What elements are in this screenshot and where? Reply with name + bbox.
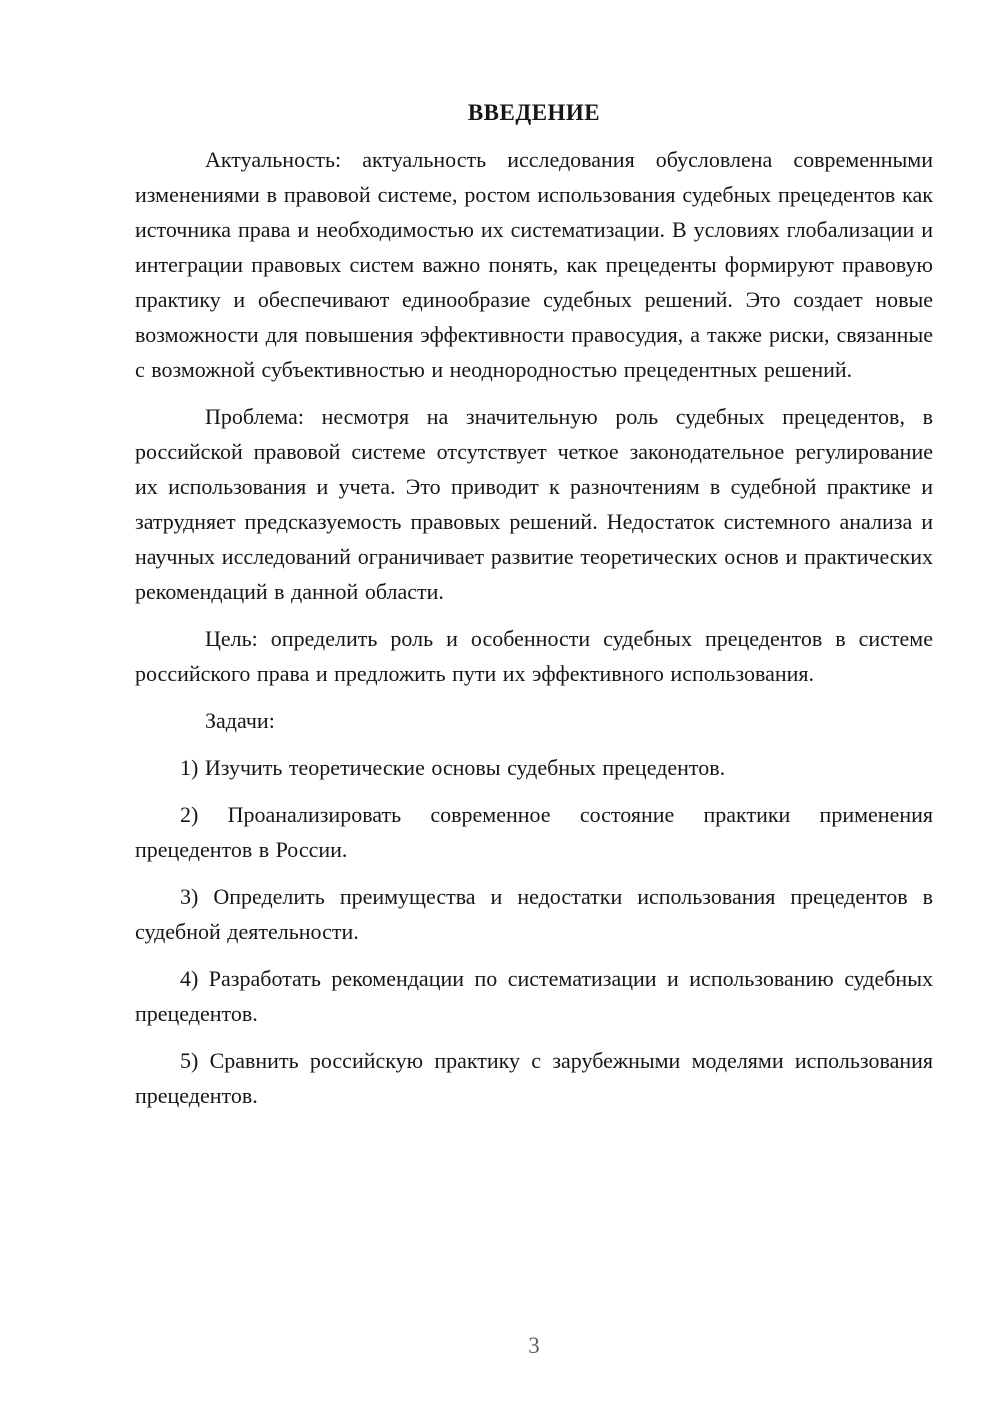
task-item-3: 3) Определить преимущества и недостатки использования прецедентов в судебной деятельности. xyxy=(135,884,933,944)
page-content xyxy=(135,95,933,1125)
page-number: 3 xyxy=(528,1333,540,1358)
paragraph-problem: Проблема: несмотря на значительную роль судебных прецедентов, в российской правовой системе отсутствует четкое законодательное регулирование их использования и учета. Это приводит к разночтениям в судебной практике и затрудняет предсказуемость правовых решений. Недостаток системного анализа и научных исследований ограничивает развитие теоретических основ и практических рекомендаций в данной области. xyxy=(135,404,933,604)
task-item-4: 4) Разработать рекомендации по систематизации и использованию судебных прецедентов. xyxy=(135,966,933,1026)
task-item-5: 5) Сравнить российскую практику с зарубежными моделями использования прецедентов. xyxy=(135,1048,933,1108)
task-item-2: 2) Проанализировать современное состояние практики применения прецедентов в России. xyxy=(135,802,933,862)
task-item-1: 1) Изучить теоретические основы судебных прецедентов. xyxy=(180,755,726,780)
tasks-heading: Задачи: xyxy=(205,708,275,733)
paragraph-relevance: Актуальность: актуальность исследования обусловлена современными изменениями в правовой системе, ростом использования судебных прецедентов как источника права и необходимостью их систематизации. В условиях глобализации и интеграции правовых систем важно понять, как прецеденты формируют правовую практику и обеспечивают единообразие судебных решений. Это создает новые возможности для повышения эффективности правосудия, а также риски, связанные с возможной субъективностью и неоднородностью прецедентных решений. xyxy=(135,147,933,382)
paragraph-goal: Цель: определить роль и особенности судебных прецедентов в системе российского права и предложить пути их эффективного использования. xyxy=(135,626,933,686)
section-title: ВВЕДЕНИЕ xyxy=(467,100,601,125)
